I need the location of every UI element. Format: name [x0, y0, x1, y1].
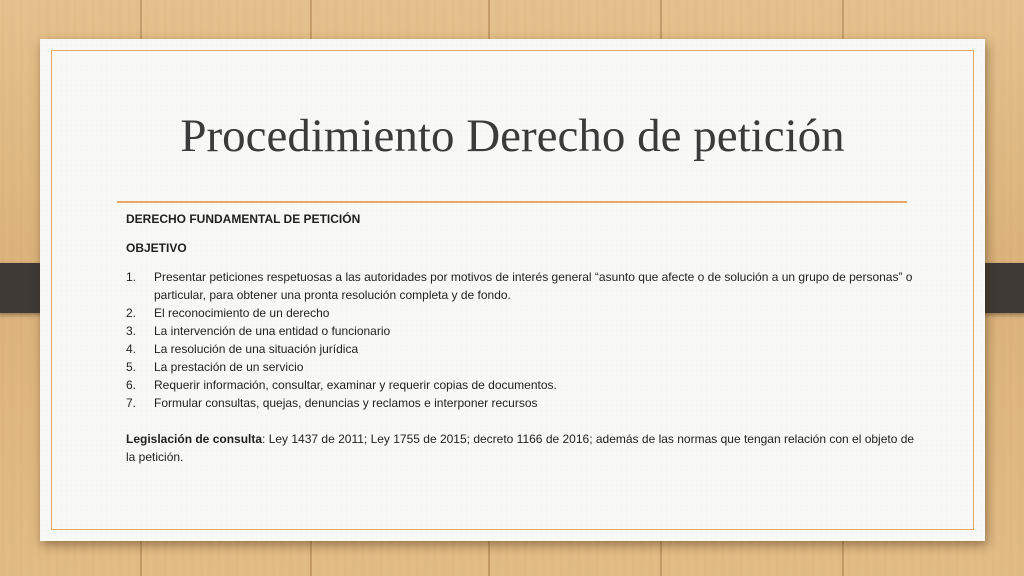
- objectives-list: [126, 268, 916, 412]
- legislation-text: : Ley 1437 de 2011; Ley 1755 de 2015; decreto 1166 de 2016; además de las normas que tengan relación con el objeto de la petición.: [126, 432, 915, 464]
- slide-title: Procedimiento Derecho de petición: [180, 110, 845, 162]
- list-item: [126, 358, 916, 376]
- list-item-text: La prestación de un servicio: [154, 360, 304, 374]
- slide-paper: [40, 39, 985, 541]
- title-divider: [117, 201, 907, 203]
- list-item: [126, 340, 916, 358]
- list-item: [126, 394, 916, 412]
- list-item: [126, 304, 916, 322]
- list-item-number: 3.: [126, 324, 137, 338]
- objective-heading: OBJETIVO: [126, 241, 187, 255]
- list-item-number: 5.: [126, 360, 137, 374]
- list-item: [126, 322, 916, 340]
- list-item-number: 7.: [126, 396, 137, 410]
- list-item-text: Requerir información, consultar, examinar y requerir copias de documentos.: [154, 378, 557, 392]
- section-heading: DERECHO FUNDAMENTAL DE PETICIÓN: [126, 212, 361, 226]
- list-item-number: 1.: [126, 270, 137, 284]
- list-item: [126, 376, 916, 394]
- list-item-text: Formular consultas, quejas, denuncias y reclamos e interponer recursos: [154, 396, 538, 410]
- legislation-label: Legislación de consulta: [126, 432, 263, 446]
- list-item-number: 2.: [126, 306, 137, 320]
- list-item-number: 6.: [126, 378, 137, 392]
- list-item-text: La intervención de una entidad o funcionario: [154, 324, 391, 338]
- list-item: [126, 268, 916, 304]
- list-item-text: Presentar peticiones respetuosas a las autoridades por motivos de interés general “asunto que afecte o de solución a un grupo de personas” o particular, para obtener una pronta resolución completa y de fondo.: [154, 270, 913, 302]
- slide-body: [126, 210, 916, 478]
- list-item-text: El reconocimiento de un derecho: [154, 306, 330, 320]
- list-item-text: La resolución de una situación jurídica: [154, 342, 359, 356]
- list-item-number: 4.: [126, 342, 137, 356]
- legislation-paragraph: [126, 430, 916, 466]
